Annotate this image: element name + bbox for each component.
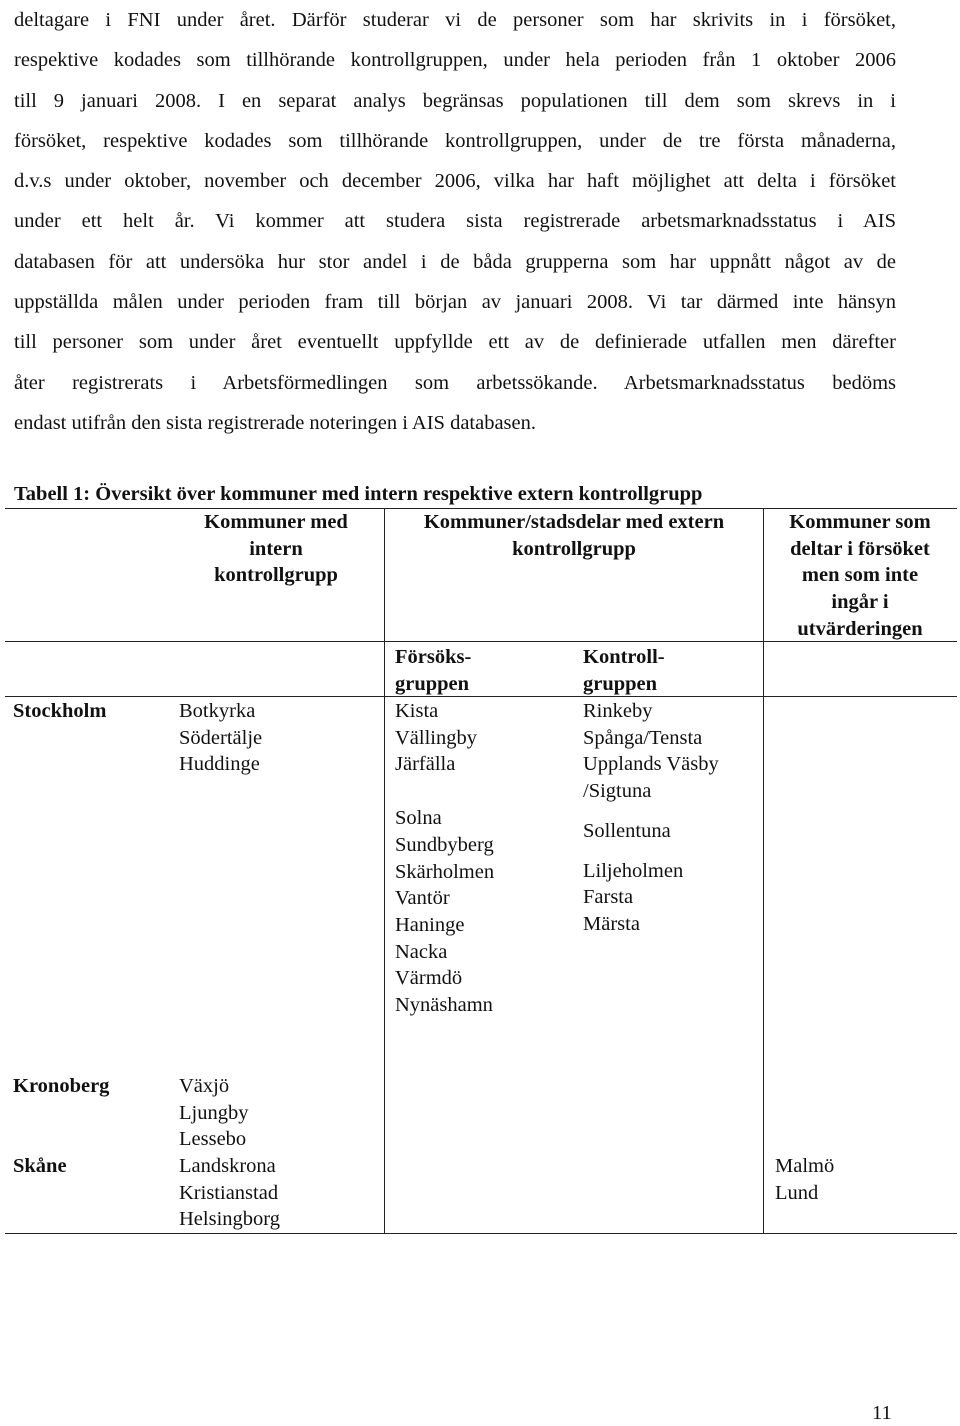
subheader-kontrollgruppen: Kontroll- gruppen (583, 646, 665, 695)
list-item: Nynäshamn (395, 994, 493, 1017)
paragraph-line: d.v.s under oktober, november och december 2006, vilka har haft möjlighet att delta i försöket (14, 170, 896, 193)
list-item: Upplands Väsby (583, 753, 719, 776)
list-item: Lessebo (179, 1128, 247, 1151)
paragraph-line: under ett helt år. Vi kommer att studera sista registrerade arbetsmarknadsstatus i AIS (14, 210, 896, 233)
page-number: 11 (872, 1402, 892, 1424)
table-bottom-rule (5, 1233, 957, 1234)
stockholm-kontroll-list (583, 698, 719, 938)
list-item: Värmdö (395, 967, 463, 990)
body-paragraph (14, 0, 896, 443)
table-subheader-rule (5, 696, 957, 697)
list-item: Växjö (179, 1075, 230, 1097)
skane-deltar-list (775, 1153, 834, 1206)
list-item: Liljeholmen (583, 859, 684, 882)
stockholm-intern-list (179, 698, 262, 778)
list-item: Solna (395, 807, 442, 830)
list-item: Vantör (395, 887, 450, 910)
list-item: Landskrona (179, 1155, 276, 1177)
list-item: Kista (395, 700, 439, 722)
kronoberg-intern-list (179, 1073, 248, 1153)
paragraph-line: försöket, respektive kodades som tillhörande kontrollgruppen, under de tre första månaderna, (14, 129, 896, 152)
table-column-divider (384, 508, 385, 1233)
paragraph-line: endast utifrån den sista registrerade noteringen i AIS databasen. (14, 411, 537, 434)
list-item: Järfälla (395, 753, 456, 776)
list-item: Skärholmen (395, 860, 495, 883)
region-stockholm: Stockholm (13, 700, 107, 722)
list-item: Haninge (395, 913, 465, 936)
list-item: Huddinge (179, 753, 260, 776)
skane-intern-list (179, 1153, 280, 1233)
list-item: Helsingborg (179, 1208, 280, 1231)
paragraph-line: åter registrerats i Arbetsförmedlingen som arbetssökande. Arbetsmarknadsstatus bedöms (14, 371, 896, 394)
paragraph-line: uppställda målen under perioden fram till början av januari 2008. Vi tar därmed inte hänsyn (14, 291, 896, 314)
subheader-forsoksgruppen: Försöks- gruppen (395, 646, 472, 695)
paragraph-line: respektive kodades som tillhörande kontrollgruppen, under hela perioden från 1 oktober 2006 (14, 49, 896, 72)
list-item: Sollentuna (583, 819, 671, 842)
list-item: Rinkeby (583, 700, 653, 722)
list-item: Lund (775, 1181, 819, 1204)
paragraph-line: deltagare i FNI under året. Därför studerar vi de personer som har skrivits in i försöket, (14, 9, 896, 31)
region-skane: Skåne (13, 1155, 67, 1177)
list-item: Kristianstad (179, 1181, 279, 1204)
header-intern: Kommuner med intern kontrollgrupp (204, 511, 348, 587)
list-item: Malmö (775, 1155, 835, 1177)
paragraph-line: till 9 januari 2008. I en separat analys begränsas populationen till dem som skrevs in i (14, 89, 896, 112)
list-item: Botkyrka (179, 700, 256, 722)
list-item: Märsta (583, 912, 640, 935)
list-item: Södertälje (179, 726, 263, 749)
list-item: Ljungby (179, 1101, 249, 1124)
paragraph-line: till personer som under året eventuellt uppfyllde ett av de definierade utfallen men därefter (14, 331, 896, 354)
stockholm-forsoks-list (395, 698, 494, 1019)
list-item: Sundbyberg (395, 833, 494, 856)
list-item: Nacka (395, 940, 448, 963)
table-title: Tabell 1: Översikt över kommuner med intern respektive extern kontrollgrupp (14, 483, 703, 505)
list-item: Vällingby (395, 726, 477, 749)
header-deltar: Kommuner som deltar i försöket men som inte ingår i utvärderingen (789, 511, 931, 640)
paragraph-line: databasen för att undersöka hur stor andel i de båda grupperna som har uppnått något av de (14, 250, 896, 273)
list-item: Farsta (583, 886, 634, 909)
region-kronoberg: Kronoberg (13, 1075, 110, 1097)
header-extern: Kommuner/stadsdelar med extern kontrollgrupp (423, 511, 725, 560)
list-item: Spånga/Tensta (583, 726, 703, 749)
list-item: /Sigtuna (583, 780, 652, 803)
